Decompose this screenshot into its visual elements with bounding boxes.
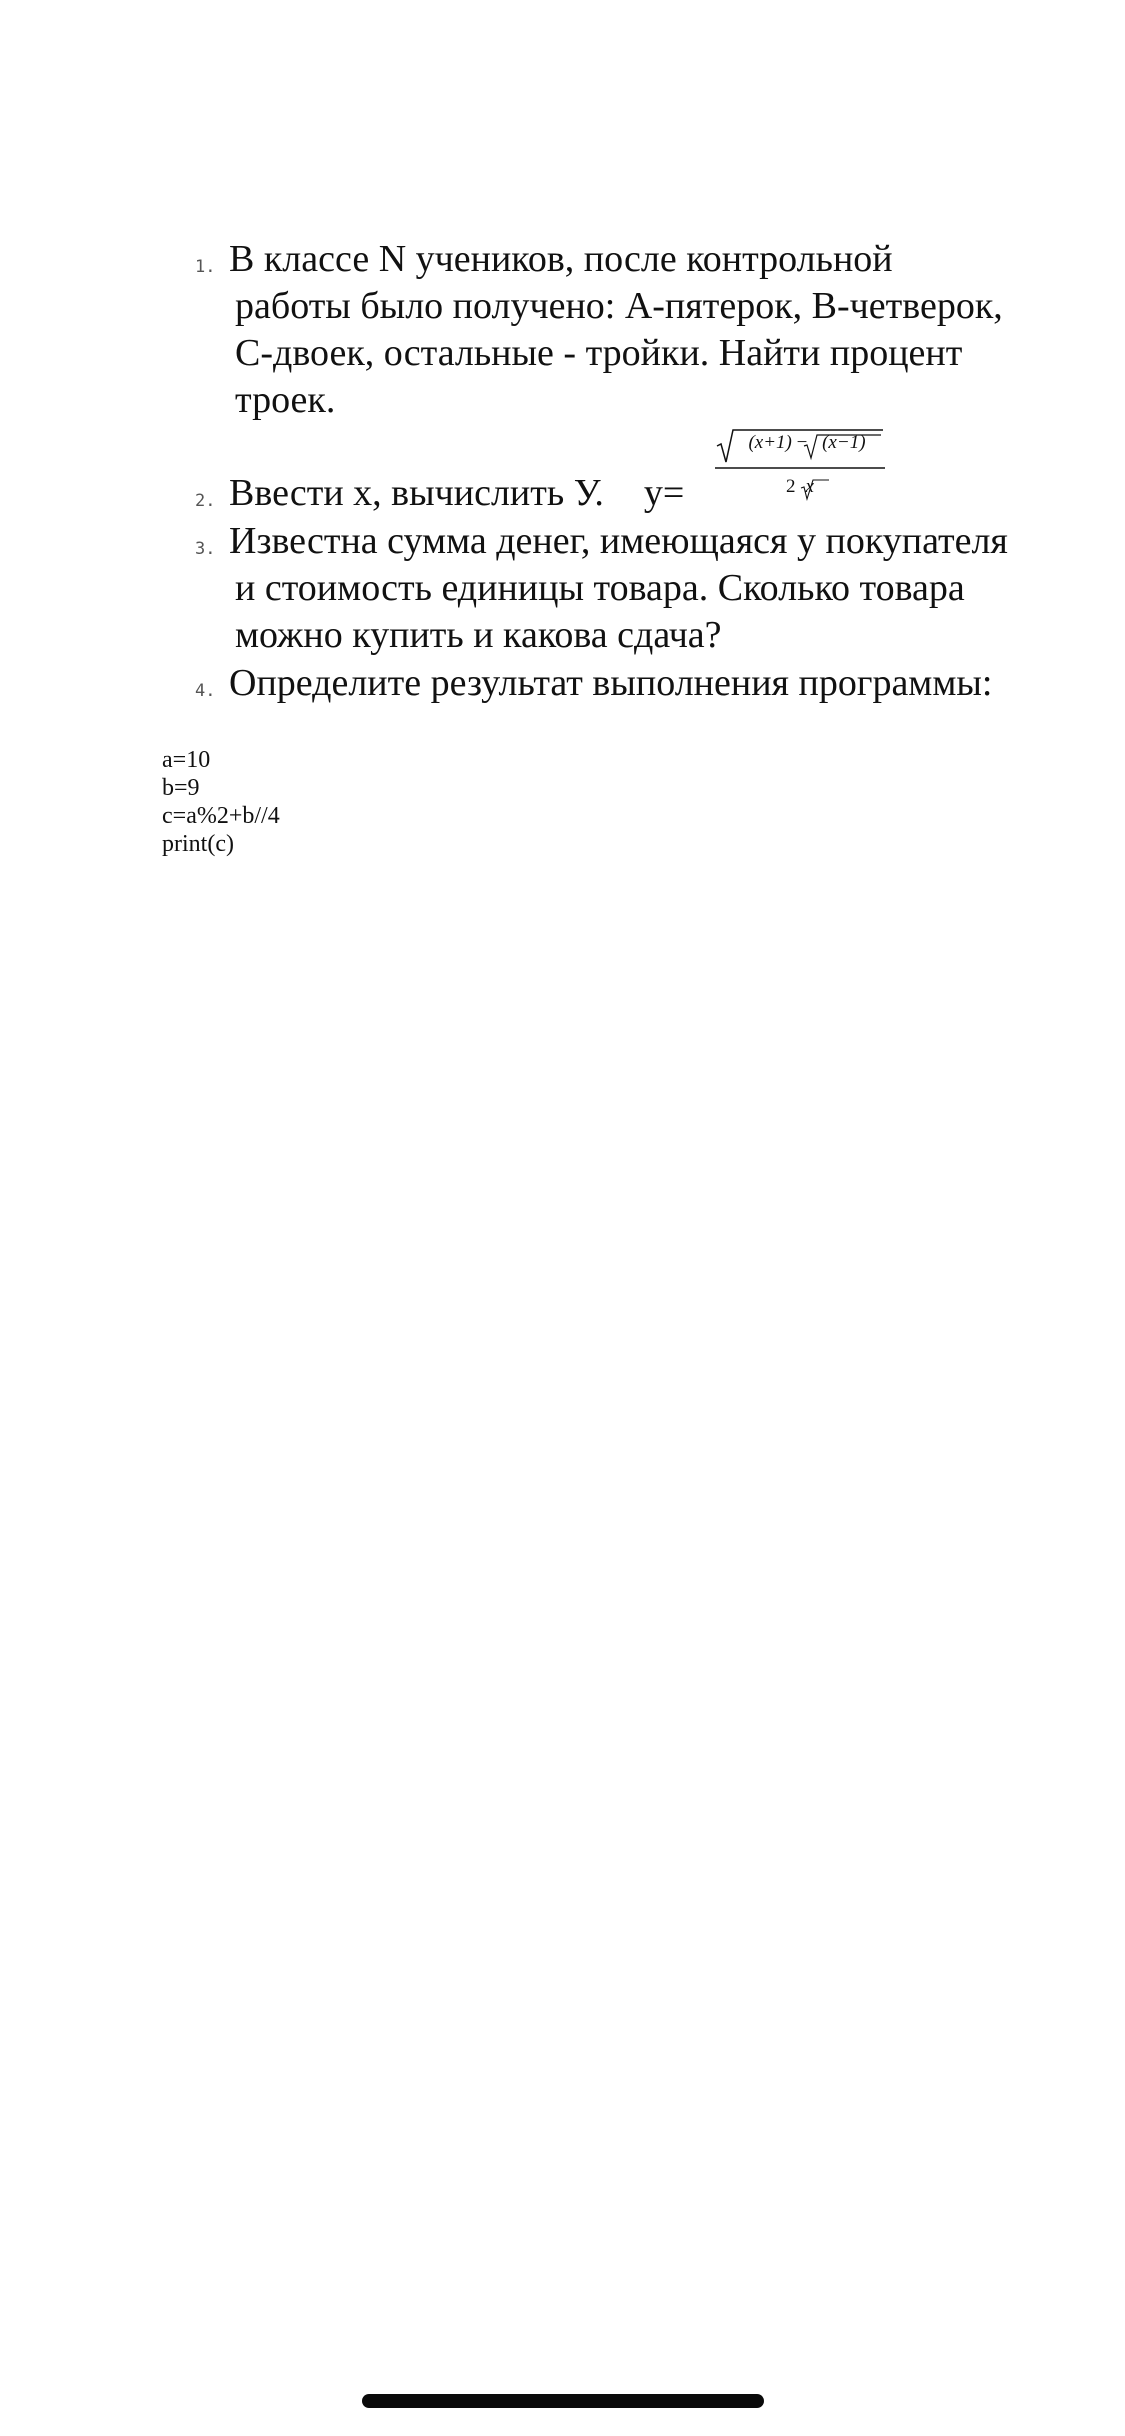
code-line: a=10 — [162, 747, 211, 773]
task-line: C-двоек, остальные - тройки. Найти процент — [235, 332, 963, 374]
task-text — [229, 236, 1079, 424]
formula-term: (x−1) — [822, 432, 866, 453]
code-block — [162, 746, 280, 858]
task-line: Определите результат выполнения программы: — [229, 662, 993, 704]
home-indicator[interactable] — [362, 2394, 764, 2408]
formula-lhs: y= — [643, 472, 685, 514]
formula-variable: x — [805, 476, 814, 497]
formula — [715, 428, 885, 504]
task-item-2 — [195, 470, 1075, 520]
task-line: и стоимость единицы товара. Сколько товара — [235, 567, 965, 609]
task-number: 3. — [195, 539, 216, 559]
task-item-4 — [195, 660, 1075, 710]
task-item-3 — [195, 518, 1075, 663]
task-line: В классе N учеников, после контрольной — [229, 238, 893, 280]
task-text — [229, 518, 1079, 659]
formula-term: (x+1) — [748, 432, 792, 453]
task-number: 4. — [195, 681, 216, 701]
code-line: c=a%2+b//4 — [162, 803, 280, 829]
formula-numerator — [715, 432, 885, 454]
task-number: 1. — [195, 257, 216, 277]
task-text — [229, 660, 1079, 707]
task-line: можно купить и какова сдача? — [235, 614, 722, 656]
task-number: 2. — [195, 491, 216, 511]
formula-coefficient: 2 — [786, 476, 796, 497]
code-line: b=9 — [162, 775, 200, 801]
formula-denominator — [715, 476, 885, 498]
task-line: Ввести x, вычислить У. — [229, 472, 604, 514]
task-line: троек. — [235, 379, 336, 421]
code-line: print(c) — [162, 831, 234, 857]
task-item-1 — [195, 236, 1075, 431]
formula-minus: − — [796, 432, 808, 453]
task-text — [229, 470, 1079, 517]
task-line: Известна сумма денег, имеющаяся у покупателя — [229, 520, 1008, 562]
task-line: работы было получено: A-пятерок, B-четверок, — [235, 285, 1003, 327]
